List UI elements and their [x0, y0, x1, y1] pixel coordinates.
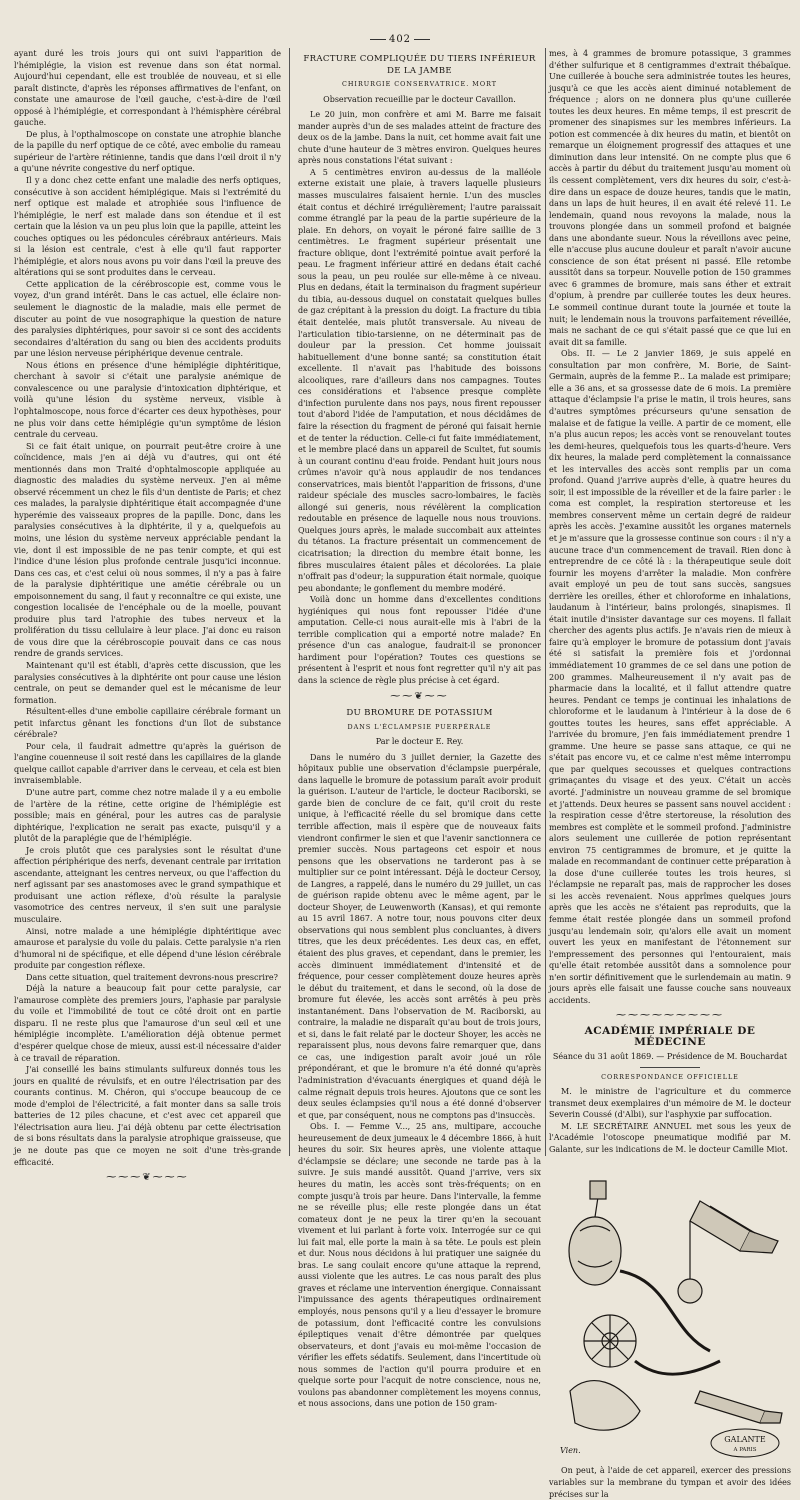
ornament-divider: ⁓⁓⁓❦⁓⁓⁓ [106, 1172, 189, 1184]
paragraph: De plus, à l'opthalmoscope on constate une atrophie blanche de la papille du nerf optique de ce côté, avec embolie du rameau supérieur de l'artère rétinienne, tandis que dans l'œil droit il n'y a qu'une névrite congestive du nerf optique. [14, 129, 281, 174]
paragraph: Je crois plutôt que ces paralysies sont le résultat d'une affection périphérique des nerfs, devenant centrale par irritation ascendante, atteignant les centres nerveux, ou que l'affection du nerf agissant par ses anastomoses avec le grand sympathique et produisant une action réflexe, d'où résulte la paralysie vasomotrice des centres nerveux, il s'en suit une paralysie musculaire. [14, 845, 281, 925]
column-divider [545, 48, 546, 1156]
column-divider [289, 48, 290, 1156]
article-byline: Observation recueillie par le docteur Cavaillon. [323, 94, 516, 104]
paragraph: Obs. II. — Le 2 janvier 1869, je suis appelé en consultation par mon confrère, M. Borie, de Saint-Germain, auprès de la femme P... La malade est primipare; elle a 36 ans, et sa grossesse date de 6 mois. La première attaque d'éclampsie l'a prise le matin, il trois heures, sans d'autres symptômes précurseurs qu'une sensation de malaise et de fatigue la veille. A partir de ce moment, elle n'a plus aucun repos; les accès vont se renouvelant toutes les demi-heures, quelquefois tous les quarts-d'heure. Vers dix heures, la malade perd complètement la connaissance et les intervalles des accès sont remplis par un coma profond. Quand j'arrive auprès d'elle, à quatre heures du soir, il est impossible de la réveiller et de la faire parler : le coma est complet, la respiration stertoreuse et les membres conservent même un certain degré de raideur après les accès. J'examine aussitôt les organes maternels et je m'assure que la grossesse continue son cours : il n'y a aucune trace d'un commencement de travail. Rien donc à entreprendre de ce côté là : la thérapeutique seule doit fournir les moyens d'arrêter la maladie. Mon confrère avait employé un peu de tout sans succès, sangsues derrière les oreilles, éther et chloroforme en inhalations, laudanum à l'intérieur, bains prolongés, sinapismes. Il était inutile d'insister davantage sur ces moyens. Il fallait chercher des agents plus actifs. Je n'avais rien de mieux à faire qu'à employer le bromure de potassium dont j'avais été si satisfait la première fois et j'ordonnai immédiatement 10 grammes de ce sel dans une potion de 200 grammes. Malheureusement il n'y avait pas de pharmacie dans la localité, et il fallut attendre quatre heures. Pendant ce temps je continuai les inhalations de chloroforme et le laudanum à l'intérieur à la dose de 6 gouttes toutes les heures, sans effet appréciable. A l'arrivée du bromure, j'en fais immédiatement prendre 1 gramme. Une heure se passe sans attaque, ce qui ne s'était pas encore vu, et ce calme n'est même interrompu que par quelques secousses et quelques contractions grimaçantes du visage et des yeux. C'était un accès avorté. J'administre un nouveau gramme de sel bromique et j'attends. Deux heures se passent sans nouvel accident : la respiration cesse d'être stertoreuse, la résolution des membres est complète et le sommeil profond. J'administre alors seulement une cuillerée de potion représentant environ 75 centigrammes de bromure, et je quitte la malade en recommandant de continuer cette préparation à la dose d'une cuillerée toutes les trois heures, si l'éclampsie ne reparaît pas, mais de rapprocher les doses si les accès revenaient. Nous apprîmes quelques jours après que les accès ne s'étaient pas reproduits, que la femme était restée plongée dans un sommeil profond jusqu'au lendemain soir, qu'alors elle avait un moment ouvert les yeux en manifestant de l'étonnement sur l'empressement des personnes qui l'entouraient, mais qu'elle était retombée aussitôt dans a somnolence pour n'en sortir définitivement que le surlendemain au matin. 9 jours après elle faisait une fausse couche sans nouveaux accidents. [549, 349, 791, 1005]
paragraph: Le 20 juin, mon confrère et ami M. Barre me faisait mander auprès d'un de ses malades atteint de fracture des deux os de la jambe. Dans la nuit, cet homme avait fait une chute d'une hauteur de 3 mètres environ. Quelques heures après nous constations l'état suivant : [298, 110, 541, 166]
page-number [0, 34, 800, 45]
paragraph: ayant duré les trois jours qui ont suivi l'apparition de l'hémiplégie, la vision est revenue dans son état normal. Aujourd'hui cependant, elle est troublée de nouveau, et si elle paraît distincte, d'après les réponses affirmatives de l'enfant, on constate une amaurose de l'œil gauche, c'est-à-dire de l'œil opposé à l'hémiplégie, et correspondant à l'hémisphère cérébral gauche. [14, 49, 281, 128]
paragraph: Ainsi, notre malade a une hémiplégie diphtéritique avec amaurose et paralysie du voile du palais. Cette paralysie n'a rien d'humoral ni de spécifique, et elle dépend d'une lésion cérébrale produite par congestion réflexe. [14, 926, 281, 971]
otoscope-illustration [549, 1161, 791, 1461]
paragraph: Dans cette situation, quel traitement devrons-nous prescrire? [26, 972, 278, 982]
subsection-title: CORRESPONDANCE OFFICIELLE [601, 1072, 739, 1081]
rule [640, 1067, 700, 1068]
session-line: Séance du 31 août 1869. — Présidence de M. Bouchardat [552, 1052, 788, 1062]
engraver-signature: Vien. [560, 1446, 581, 1456]
ornament-divider: ⁓⁓⁓⁓⁓⁓⁓⁓⁓ [616, 1010, 724, 1022]
paragraph: D'une autre part, comme chez notre malade il y a eu embolie de l'artère de la rétine, cette origine de l'hémiplégie est possible; mais en général, pour les autres cas de paralysie diphtérique, l'explication ne serait pas exacte, puisqu'il y a plutôt de la paraplégie que de l'hémiplégie. [14, 788, 281, 844]
column-2 [298, 48, 541, 1409]
maker-city: A PARIS [733, 1447, 757, 1454]
figure-caption: On peut, à l'aide de cet appareil, exercer des pressions variables sur la membrane du tympan et avoir des idées précises sur la [549, 1466, 791, 1499]
paragraph: Pour cela, il faudrait admettre qu'après la guérison de l'angine couenneuse il soit resté dans les capillaires de la glande quelque caillot capable d'arriver dans le cerveau, et cela est bien invraisemblable. [14, 741, 281, 786]
article-byline: Par le docteur E. Rey. [375, 737, 464, 747]
article-title: FRACTURE COMPLIQUÉE DU TIERS INFÉRIEUR DE LA JAMBE [303, 54, 536, 76]
paragraph: Obs. I. — Femme V..., 25 ans, multipare, accouche heureusement de deux jumeaux le 4 décembre 1866, à huit heures du soir. Six heures après, une violente attaque d'éclampsie se déclare; une seconde ne tarde pas à la suivre. Je suis mandé aussitôt. Quand j'arrive, vers six heures du matin, les accès sont très-fréquents; on en compte jusqu'à trois par heure. Dans l'intervalle, la femme ne se réveille plus; elle reste plongée dans un état comateux dont je ne peux la tirer qu'en la secouant vivement et lui parlant à forte voix. Interrogée sur ce qui lui fait mal, elle porte la main à sa tête. Le pouls est plein et dur. Nous nous décidons à lui pratiquer une saignée du bras. Le sang coulait encore qu'une attaque la reprend, aussi violente que les autres. Le cas nous paraît des plus graves et réclame une intervention énergique. Connaissant l'impuissance des agents thérapeutiques ordinairement employés, nous pensons qu'il y a lieu d'essayer le bromure de potassium, dont l'efficacité contre les convulsions épileptiques venait d'être démontrée par quelques observateurs, et dont j'avais eu moi-même l'occasion de vérifier les effets sédatifs. Seulement, dans l'incertitude où nous sommes de l'action qu'il pourra produire et en quelque sorte pour l'acquit de notre conscience, nous ne, voulons pas abandonner complètement les moyens connus, et nous associons, dans une potion de 150 gram- [298, 1122, 541, 1409]
column-3 [549, 48, 791, 1499]
otoscope-engraving [549, 1161, 791, 1461]
article-title: DU BROMURE DE POTASSIUM [346, 708, 493, 719]
article-subtitle: CHIRURGIE CONSERVATRICE. MORT [341, 80, 498, 89]
paragraph: Dans le numéro du 3 juillet dernier, la Gazette des hôpitaux publie une observation d'éclampsie puerpérale, dans laquelle le bromure de potassium paraît avoir produit la guérison. L'auteur de l'article, le docteur Raciborski, se garde bien de conclure de ce fait, qu'il croit du reste unique, à l'efficacité réelle du sel bromique dans cette terrible affection, mais il espère que de nouveaux faits viendront confirmer le sien et que l'avenir sanctionnera ce premier succès. Nous partageons cet espoir et nous pensons que les observations ne tarderont pas à se multiplier sur ce point intéressant. Déjà le docteur Cersoy, de Langres, a rappelé, dans le numéro du 29 juillet, un cas de guérison rapide obtenu avec le même agent, par le docteur Shoyer, de Leuwenworth (Kansas), et qui remonte au 15 avril 1867. A notre tour, nous pouvons citer deux observations qui nous semblent plus concluantes, à divers titres, que les deux précédentes. Les deux cas, en effet, étaient des plus graves, et cependant, dans le premier, les accès diminuent immédiatement d'intensité et de fréquence, pour cesser complètement douze heures après le début du traitement, et dans le second, où la dose de bromure fut élevée, les accès sont arrêtés à peu près instantanément. Dans l'observation de M. Raciborski, au contraire, la maladie ne disparaît qu'au bout de trois jours, et si, dans le fait relaté par le docteur Shoyer, les accès ne reparaissent plus, nous devons faire remarquer que, dans ce cas, une indigestion paraît avoir joué un rôle prépondérant, et que le bromure n'a été donné qu'après l'administration d'évacuants énergiques et quand déjà le calme régnait depuis trois heures. Ajoutons que ce sont les deux seules éclampsies qu'il nous a été donné d'observer et que, par conséquent, nous ne comptons pas d'insuccès. [298, 752, 541, 1120]
paragraph: Résultent-elles d'une embolie capillaire cérébrale formant un petit infarctus gênant les fonctions d'un îlot de substance cérébrale? [14, 707, 281, 740]
paragraph: mes, à 4 grammes de bromure potassique, 3 grammes d'éther sulfurique et 8 centigrammes d'extrait thébaïque. Une cuillerée à bouche sera administrée toutes les heures, jusqu'à ce que les accès aient diminué notablement de fréquence ; alors on ne donnera plus qu'une cuillerée toutes les deux heures. En même temps, il est prescrit de promener des sinapismes sur les membres inférieurs. La potion est commencée à dix heures du matin, et bientôt on remarque un éloignement progressif des attaques et une diminution dans leur intensité. On ne compte plus que 6 accès à partir du début du traitement jusqu'au moment où ils cessent complètement, vers dix heures du soir, c'est-à-dire dans un espace de douze heures, tandis que le matin, dans un laps de huit heures, il en avait été relevé 11. Le lendemain, quand nous revoyons la malade, nous la trouvons plongée dans un sommeil profond et baignée dans une abondante sueur. Nous la réveillons avec peine, elle n'accuse plus aucune douleur et paraît n'avoir aucune conscience de son état présent ni passé. Elle retombe aussitôt dans sa torpeur. Nouvelle potion de 150 grammes avec 6 grammes de bromure, mais sans éther et extrait d'opium, à prendre par cuillerée toutes les deux heures. Le sommeil continue durant toute la journée et toute la nuit; le lendemain nous la trouvons parfaitement réveillée, mais ne sachant de ce qui s'était passé que ce que lui en avait dit sa famille. [549, 49, 791, 347]
article-subtitle: DANS L'ÉCLAMPSIE PUERPÉRALE [347, 722, 492, 731]
section-title: ACADÉMIE IMPÉRIALE DE MÉDECINE [584, 1024, 756, 1049]
ornament-divider: ⁓⁓❦⁓⁓ [390, 690, 449, 702]
maker-stamp [711, 1429, 779, 1457]
paragraph: M. le ministre de l'agriculture et du commerce transmet deux exemplaires d'un mémoire de M. le docteur Severin Coussé (d'Albi), sur l'asphyxie par suffocation. [549, 1087, 791, 1120]
maker-name: GALANTE [724, 1435, 766, 1445]
paragraph: Voilà donc un homme dans d'excellentes conditions hygiéniques qui nous font repousser l'idée d'une amputation. Celle-ci nous aurait-elle mis à l'abri de la terrible complication qui a emporté notre malade? En présence d'un cas analogue, faudrait-il se prononcer hardiment pour l'opération? Toutes ces questions se présentent à l'esprit et nous font regretter qu'il n'y ait pas dans la science de règle plus précise à cet égard. [298, 595, 541, 685]
paragraph: Il y a donc chez cette enfant une maladie des nerfs optiques, consécutive à son accident hémiplégique. Mais si l'extrémité du nerf optique est malade et atrophiée sous l'influence de l'hémiplégie, le nerf est malade dans son étendue et il est certain que la lésion va un peu plus loin que la papille, atteint les couches optiques ou les pédoncules cérébraux antérieurs. Mais si la lésion est centrale, c'est à elle qu'il faut rapporter l'hémiplégie, et alors nous avons pu voir dans l'œil la preuve des altérations qui se sont produites dans le cerveau. [14, 176, 281, 278]
paragraph: Maintenant qu'il est établi, d'après cette discussion, que les paralysies consécutives à la diphtérite ont pour cause une lésion centrale, on peut se demander quel est le mécanisme de leur formation. [14, 660, 281, 705]
page-number-text: 402 [388, 34, 412, 45]
column-1 [14, 48, 281, 1184]
paragraph: Nous étions en présence d'une hémiplégie diphtéritique, cherchant à savoir si c'était une paralysie anémique de convalescence ou une paralysie d'intoxication diphtérique, et voilà qu'une lésion du système nerveux, visible à l'ophtalmoscope, nous force d'écarter ces deux hypothèses, pour ne plus voir dans cette hémiplégie qu'un symptôme de lésion centrale du cerveau. [14, 360, 281, 440]
paragraph: Déjà la nature a beaucoup fait pour cette paralysie, car l'amaurose complète des premiers jours, l'aphasie par paralysie du voile et l'immobilité de tout ce côté droit ont en partie disparu. Il ne reste plus que l'amaurose d'un seul œil et une hémiplégie incomplète. L'amélioration déjà obtenue permet d'espérer quelque chose de mieux, aussi est-il nécessaire d'aider à ce travail de réparation. [14, 984, 281, 1063]
paragraph: M. LE SECRÉTAIRE ANNUEL met sous les yeux de l'Académie l'otoscope pneumatique modifié par M. Galante, sur les indications de M. le docteur Camille Miot. [549, 1121, 791, 1154]
paragraph: J'ai conseillé les bains stimulants sulfureux donnés tous les jours en qualité de révulsifs, et en outre l'électrisation par des courants continus. M. Chéron, qui s'occupe beaucoup de ce mode d'emploi de l'électricité, a fait monter dans sa salle trois batteries de 12 piles chacune, et c'est avec cet appareil que l'électrisation aura lieu. J'ai déjà obtenu par cette électrisation de si bons résultats dans la paralysie atrophique graisseuse, que je ne doute pas que ce moyen ne soit d'une très-grande efficacité. [14, 1065, 281, 1167]
paragraph: Si ce fait était unique, on pourrait peut-être croire à une coïncidence, mais j'en ai déjà vu d'autres, qui ont été mentionnés dans mon Traité d'ophtalmoscopie appliquée au diagnostic des maladies du système nerveux. J'en ai même observé récemment un chez le fils d'un dentiste de Paris; et chez ces malades, la paralysie diphtéritique était accompagnée d'une hyperémie des vaisseaux propres de la papille. Donc, dans les paralysies consécutives à la diphtérite, il y a, quelquefois au moins, une lésion du système nerveux appréciable pendant la vie, dont il est impossible de ne pas tenir compte, et qui est l'indice d'une lésion plus profonde centrale jusqu'ici inconnue. Dans ces cas, et c'est celui où nous sommes, il n'y a pas à faire de la paralysie diphtéritique une amétie cérébrale ou un empoisonnement du sang, il faut y reconnaître ce qui existe, une congestion localisée de l'encéphale ou de la moelle, pouvant produire plus tard l'atrophie des tubes nerveux et la prolifération du tissu cellulaire à leur place. J'ai donc eu raison de vous dire que la cérébroscopie pouvait dans ce cas nous rendre de grands services. [14, 441, 281, 659]
paragraph: Cette application de la cérébroscopie est, comme vous le voyez, d'un grand intérêt. Dans le cas actuel, elle éclaire non-seulement le diagnostic de la maladie, mais elle permet de discuter au point de vue nosographique la question de nature des paralysies diphtériques, pour savoir si ce sont des accidents secondaires d'altération du sang ou bien des accidents produits par une lésion nerveuse périphérique devenue centrale. [14, 279, 281, 359]
paragraph: A 5 centimètres environ au-dessus de la malléole externe existait une plaie, à travers laquelle plusieurs masses musculaires faisaient hernie. L'un des muscles était contus et déchiré irrégulièrement; l'autre paraissait comme étranglé par la peau de la partie supérieure de la plaie. En dehors, on voyait le péroné faire saillie de 3 centimètres. Le fragment supérieur présentait une fracture oblique, dont l'extrémité pointue avait perforé la peau. Le fragment inférieur attiré en dedans était caché sous la peau, un peu roulée sur elle-même à ce niveau. Plus en dedans, était la terminaison du fragment supérieur du tibia, au-dessous duquel on constatait quelques bulles de gaz crépitant à la pression du doigt. La fracture du tibia était dentelée, mais plutôt transversale. Au niveau de l'articulation tibio-tarsienne, on ne déterminait pas de douleur par la pression. Cet homme jouissait habituellement d'une bonne santé; sa constitution était excellente. Il n'avait pas l'habitude des boissons alcooliques, rare d'ailleurs dans nos campagnes. Toutes ces considérations et l'absence presque complète d'infection purulente dans nos pays, nous firent repousser tout d'abord l'idée de l'amputation, et nous décidâmes de faire la résection du fragment de péroné qui faisait hernie et de tenter la réduction. Celle-ci fut faite immédiatement, et le membre placé dans un appareil de Scultet, fut soumis à un courant continu d'eau froide. Pendant huit jours nous crûmes n'avoir qu'à nous applaudir de nos tendances conservatrices, mais bientôt l'apparition de frissons, d'une raideur spéciale des muscles sacro-lombaires, le faciès allongé sui generis, nous révélèrent la complication redoutable en présence de laquelle nous nous trouvions. Quelques jours après, le malade succombait aux atteintes du tétanos. La fracture présentait un commencement de cicatrisation; la direction du membre était bonne, les fibres musculaires étaient pâles et décolorées. La plaie n'offrait pas d'odeur; la suppuration était normale, quoique peu abondante; le gonflement du membre modéré. [298, 167, 541, 593]
